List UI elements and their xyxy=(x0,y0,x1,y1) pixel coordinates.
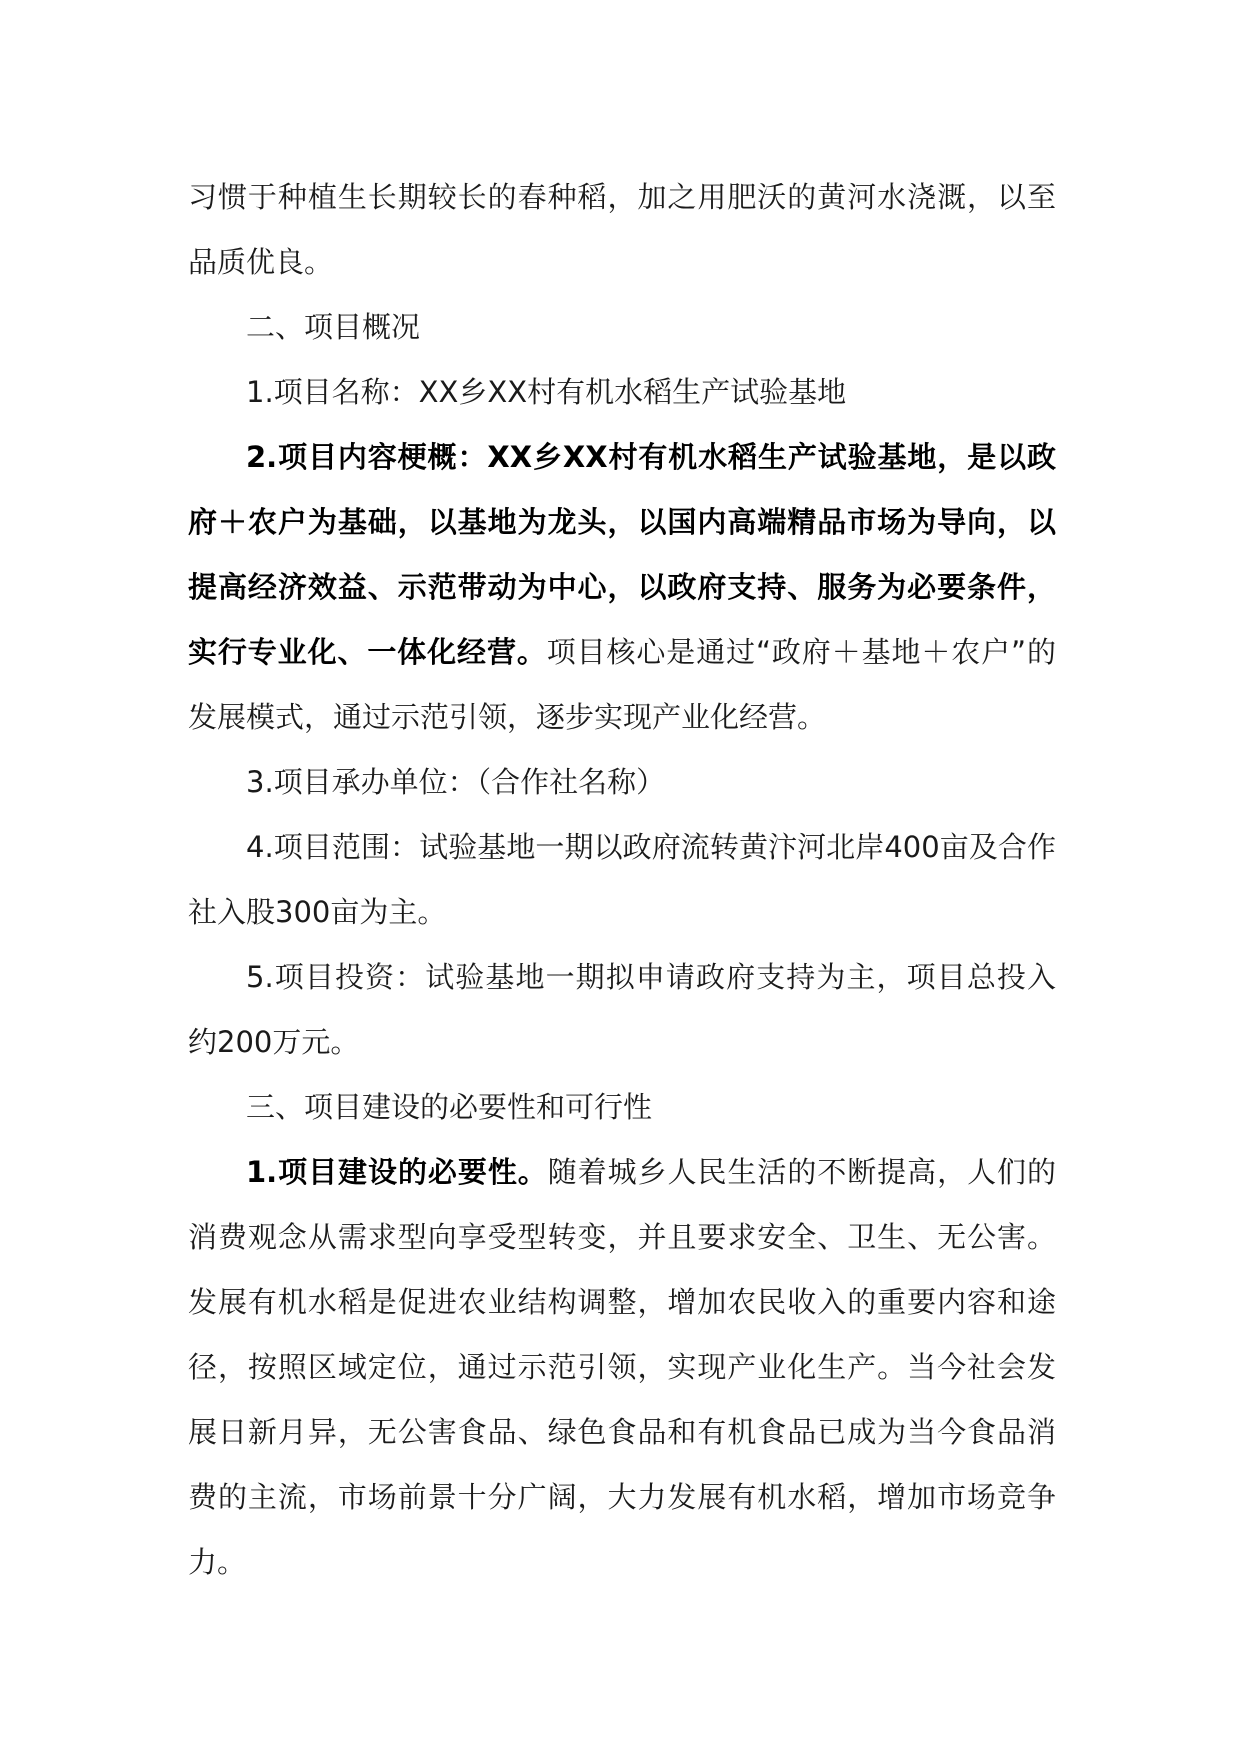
section-heading-project-overview xyxy=(188,295,1056,360)
document-body xyxy=(188,165,1056,1595)
paragraph-project-organizer xyxy=(188,750,1056,815)
paragraph-text: 项目核心是通过“政府＋基地＋农户”的发展模式，通过示范引领，逐步实现产业化经营。 xyxy=(188,635,1056,734)
paragraph-text: 4.项目范围：试验基地一期以政府流转黄汴河北岸400亩及合作社入股300亩为主。 xyxy=(188,830,1056,929)
paragraph-bold-lead: 2.项目内容梗概：XX乡XX村有机水稻生产试验基地，是以政府＋农户为基础，以基地为龙头，以国内高端精品市场为导向，以提高经济效益、示范带动为中心，以政府支持、服务为必要条件，实行专业化、一体化经营。 xyxy=(188,440,1056,669)
paragraph-origin-quality xyxy=(188,165,1056,295)
heading-text: 二、项目概况 xyxy=(246,310,421,344)
paragraph-project-scope xyxy=(188,815,1056,945)
paragraph-project-necessity xyxy=(188,1140,1056,1595)
paragraph-text: 5.项目投资：试验基地一期拟申请政府支持为主，项目总投入约200万元。 xyxy=(188,960,1056,1059)
paragraph-project-investment xyxy=(188,945,1056,1075)
heading-text: 三、项目建设的必要性和可行性 xyxy=(246,1090,653,1124)
paragraph-text: 1.项目名称：XX乡XX村有机水稻生产试验基地 xyxy=(246,375,847,409)
paragraph-text: 3.项目承办单位：（合作社名称） xyxy=(246,765,666,799)
paragraph-project-summary xyxy=(188,425,1056,750)
paragraph-text: 习惯于种植生长期较长的春种稻，加之用肥沃的黄河水浇溉，以至品质优良。 xyxy=(188,180,1056,279)
paragraph-project-name xyxy=(188,360,1056,425)
paragraph-bold-lead: 1.项目建设的必要性。 xyxy=(246,1155,548,1189)
section-heading-necessity-feasibility xyxy=(188,1075,1056,1140)
paragraph-text: 随着城乡人民生活的不断提高，人们的消费观念从需求型向享受型转变，并且要求安全、卫生、无公害。发展有机水稻是促进农业结构调整，增加农民收入的重要内容和途径，按照区域定位，通过示范引领，实现产业化生产。当今社会发展日新月异，无公害食品、绿色食品和有机食品已成为当今食品消费的主流，市场前景十分广阔，大力发展有机水稻，增加市场竞争力。 xyxy=(188,1155,1056,1579)
